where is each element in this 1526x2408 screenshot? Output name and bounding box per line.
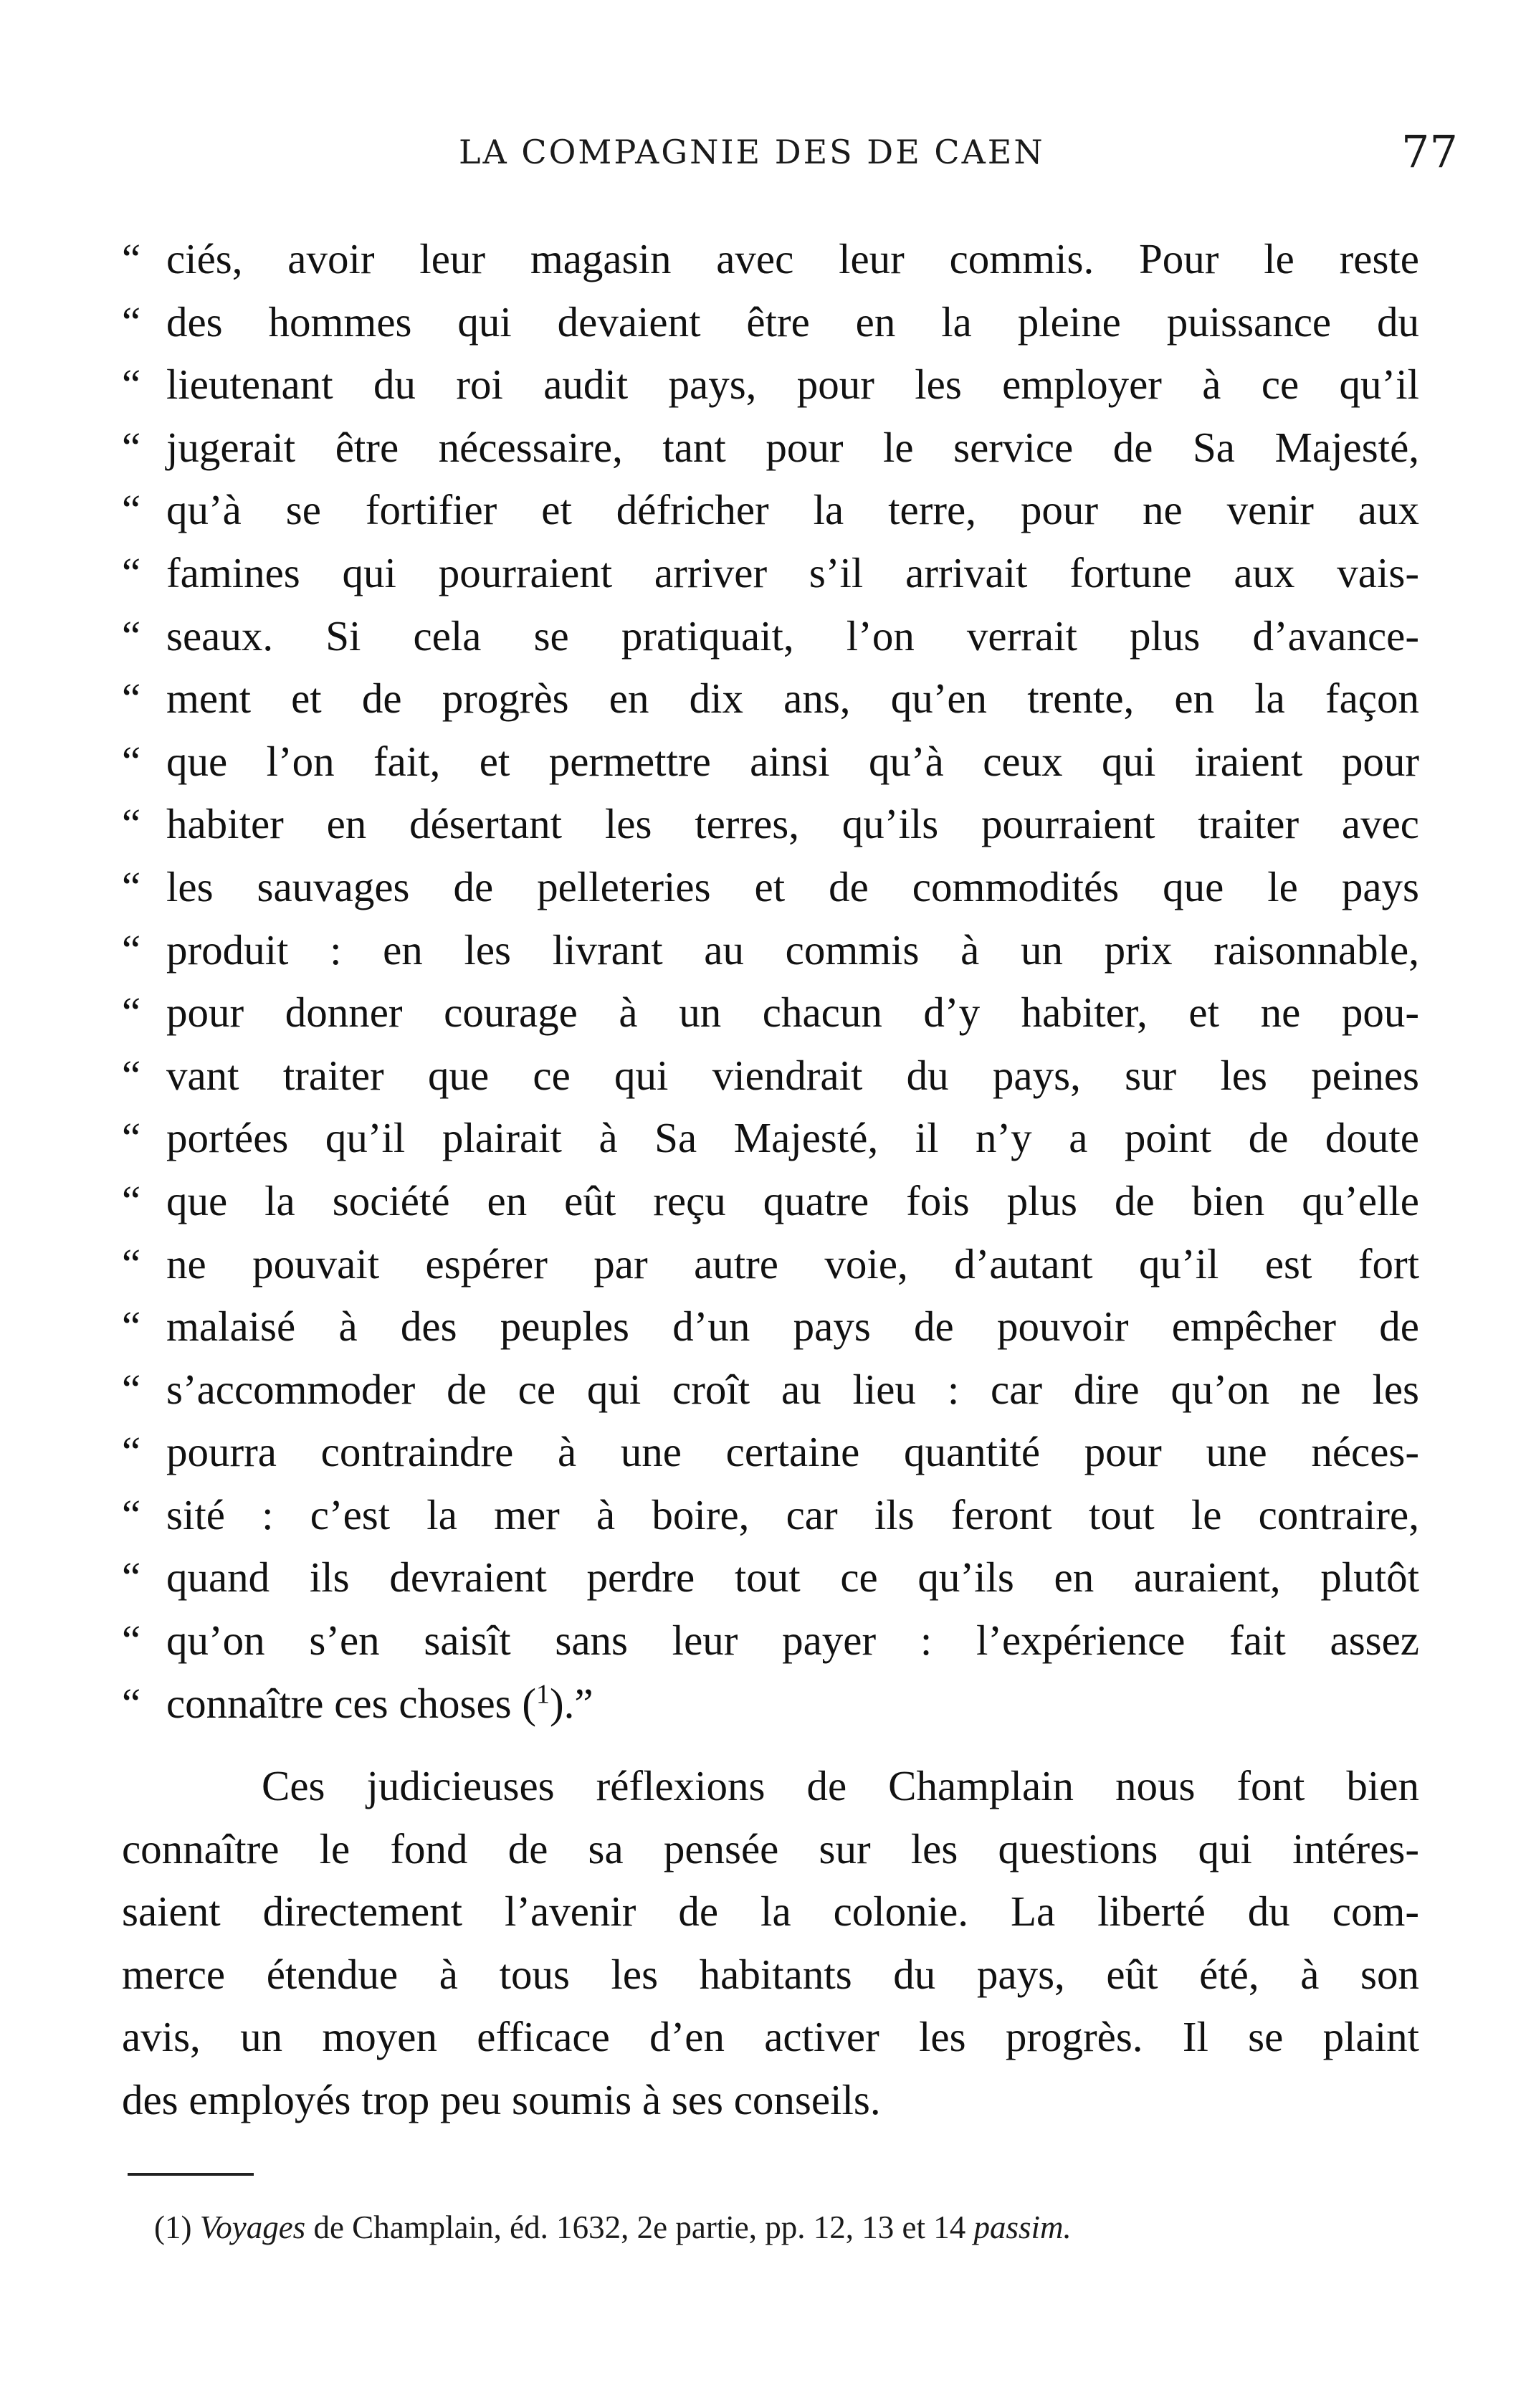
paragraph-line <box>122 1943 1419 2007</box>
quotation-mark: “ <box>122 862 141 910</box>
running-title: LA COMPAGNIE DES DE CAEN <box>459 133 1045 171</box>
quotation-mark: “ <box>122 1176 141 1224</box>
quote-line <box>122 1233 1419 1296</box>
quotation-mark: “ <box>122 1428 141 1476</box>
quote-line <box>122 731 1419 794</box>
quote-line <box>122 1421 1419 1484</box>
quote-line-text: des hommes qui devaient être en la pleine puissance du <box>166 298 1419 346</box>
paragraph-line-text: avis, un moyen efficace d’en activer les progrès. Il se plaint <box>122 2013 1419 2061</box>
quote-line-text: jugerait être nécessaire, tant pour le service de Sa Majesté, <box>166 423 1419 471</box>
paragraph-line <box>122 1755 1419 1818</box>
paragraph-line-text: merce étendue à tous les habitants du pays, eût été, à son <box>122 1950 1419 1998</box>
quote-line-text: ne pouvait espérer par autre voie, d’autant qu’il est fort <box>166 1239 1419 1288</box>
quote-line <box>122 1107 1419 1170</box>
paragraph-line-text: Ces judicieuses réflexions de Champlain nous font bien <box>262 1762 1419 1809</box>
quotation-mark: “ <box>122 1553 141 1602</box>
quoted-passage <box>122 228 1419 1735</box>
quote-line <box>122 1609 1419 1672</box>
paragraph-line <box>122 1818 1419 1881</box>
quotation-mark: “ <box>122 1679 141 1727</box>
quote-line-text: que l’on fait, et permettre ainsi qu’à ceux qui iraient pour <box>166 737 1419 785</box>
quotation-mark: “ <box>122 800 141 848</box>
paragraph-line-text: connaître le fond de sa pensée sur les questions qui intéres- <box>122 1824 1419 1872</box>
quotation-mark: “ <box>122 548 141 596</box>
quote-line-text: sité : c’est la mer à boire, car ils feront tout le contraire, <box>166 1490 1419 1538</box>
quote-line-text: que la société en eût reçu quatre fois plus de bien qu’elle <box>166 1176 1419 1224</box>
footnote-work-title: Voyages <box>199 2209 306 2245</box>
quote-line-text: ment et de progrès en dix ans, qu’en trente, en la façon <box>166 675 1419 723</box>
footnote-passim: passim. <box>973 2209 1072 2245</box>
quote-line <box>122 1484 1419 1547</box>
page-number: 77 <box>1401 125 1458 178</box>
footnote-reference[interactable]: 1 <box>536 1679 550 1709</box>
quote-line-text: habiter en désertant les terres, qu’ils pourraient traiter avec <box>166 800 1419 848</box>
quote-line <box>122 1546 1419 1609</box>
quote-line <box>122 667 1419 731</box>
quote-close: ).” <box>550 1679 593 1727</box>
quotation-mark: “ <box>122 611 141 660</box>
quotation-mark: “ <box>122 486 141 534</box>
body-paragraph <box>122 1755 1419 2132</box>
quote-line <box>122 353 1419 417</box>
quote-line <box>122 291 1419 354</box>
quote-line-text: ciés, avoir leur magasin avec leur commis. Pour le reste <box>166 235 1419 282</box>
quote-line <box>122 856 1419 919</box>
quote-line-text: qu’on s’en saisît sans leur payer : l’expérience fait assez <box>166 1617 1419 1665</box>
footnote <box>154 2209 1072 2246</box>
paragraph-line-text: saient directement l’avenir de la colonie. La liberté du com- <box>122 1888 1419 1936</box>
quote-line-text: les sauvages de pelleteries et de commodités que le pays <box>166 862 1419 910</box>
quote-line-text: produit : en les livrant au commis à un prix raisonnable, <box>166 925 1419 974</box>
quote-line <box>122 981 1419 1044</box>
quotation-mark: “ <box>122 1365 141 1413</box>
quote-line-text: qu’à se fortifier et défricher la terre, pour ne venir aux <box>166 486 1419 534</box>
quote-line-text: quand ils devraient perdre tout ce qu’ils en auraient, plutôt <box>166 1553 1419 1602</box>
quote-line <box>122 228 1419 291</box>
quote-line <box>122 1044 1419 1108</box>
quotation-mark: “ <box>122 361 141 409</box>
quote-line-text: lieutenant du roi audit pays, pour les employer à ce qu’il <box>166 361 1419 409</box>
paragraph-line <box>122 1880 1419 1943</box>
quote-line <box>122 417 1419 480</box>
quotation-mark: “ <box>122 1114 141 1162</box>
quotation-mark: “ <box>122 1617 141 1665</box>
quotation-mark: “ <box>122 1051 141 1099</box>
quote-line <box>122 919 1419 982</box>
quotation-mark: “ <box>122 235 141 282</box>
quotation-mark: “ <box>122 1239 141 1288</box>
quote-line-text: portées qu’il plairait à Sa Majesté, il n’y a point de doute <box>166 1114 1419 1162</box>
paragraph-line <box>122 2006 1419 2069</box>
quote-closing-text: connaître ces choses ( <box>166 1679 537 1727</box>
quote-line <box>122 542 1419 605</box>
quotation-mark: “ <box>122 925 141 974</box>
quote-line <box>122 1358 1419 1422</box>
quote-line <box>122 793 1419 856</box>
quotation-mark: “ <box>122 423 141 471</box>
quote-line-text: malaisé à des peuples d’un pays de pouvoir empêcher de <box>166 1303 1419 1351</box>
footnote-marker: (1) <box>154 2209 192 2245</box>
quotation-mark: “ <box>122 737 141 785</box>
paragraph-line <box>122 2069 1419 2132</box>
quote-line <box>122 479 1419 542</box>
quotation-mark: “ <box>122 298 141 346</box>
quote-line <box>122 1672 1419 1736</box>
quote-line-text: pour donner courage à un chacun d’y habiter, et ne pou- <box>166 989 1419 1037</box>
quotation-mark: “ <box>122 1490 141 1538</box>
quote-line-text: seaux. Si cela se pratiquait, l’on verrait plus d’avance- <box>166 611 1419 660</box>
quote-line <box>122 605 1419 668</box>
quote-line-text: famines qui pourraient arriver s’il arrivait fortune aux vais- <box>166 548 1419 596</box>
paragraph-line-text: des employés trop peu soumis à ses conseils. <box>122 2075 881 2123</box>
quote-line-text: pourra contraindre à une certaine quantité pour une néces- <box>166 1428 1419 1476</box>
quote-line-text: vant traiter que ce qui viendrait du pays, sur les peines <box>166 1051 1419 1099</box>
quotation-mark: “ <box>122 989 141 1037</box>
footnote-citation: de Champlain, éd. 1632, 2e partie, pp. 12, 13 et 14 <box>313 2209 966 2245</box>
quote-line <box>122 1295 1419 1358</box>
quotation-mark: “ <box>122 1303 141 1351</box>
quote-line <box>122 1170 1419 1233</box>
quotation-mark: “ <box>122 675 141 723</box>
quote-line-text <box>166 1672 1419 1736</box>
quote-line-text: s’accommoder de ce qui croît au lieu : car dire qu’on ne les <box>166 1365 1419 1413</box>
footnote-divider <box>128 2173 254 2176</box>
